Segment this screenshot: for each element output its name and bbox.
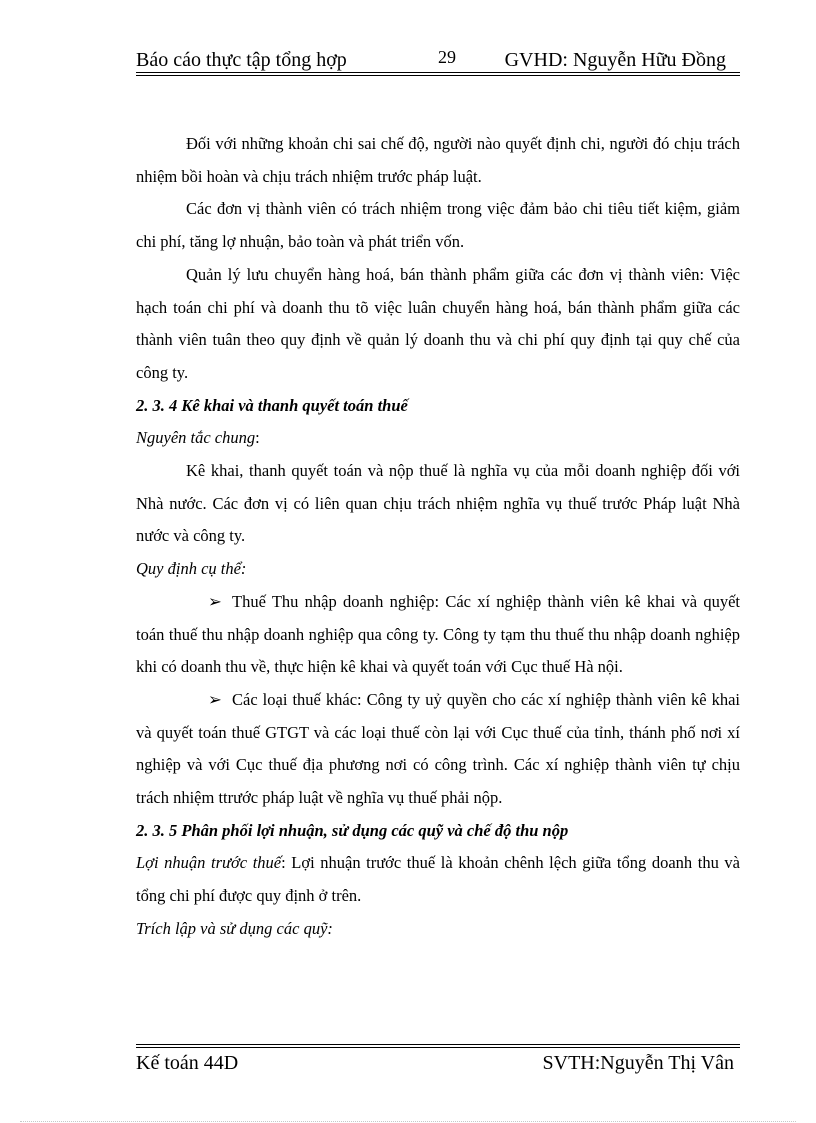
paragraph: Quản lý lưu chuyển hàng hoá, bán thành phẩm giữa các đơn vị thành viên: Việc hạch toán chi phí và doanh thu tõ việc luân chuyển hàng hoá, bán thành phẩm giữa các thành viên tuân theo quy định về quản lý doanh thu và chi phí quy định tại quy chế của công ty. — [136, 264, 740, 382]
footer-student: SVTH:Nguyễn Thị Vân — [542, 1052, 734, 1074]
arrow-bullet-icon: ➢ — [208, 689, 222, 709]
bullet-text: Các loại thuế khác: Công ty uỷ quyền cho các xí nghiệp thành viên kê khai và quyết toán thuế GTGT và các loại thuế còn lại với Cục thuế của tỉnh, thánh phố nơi xí nghiệp và với Cục thuế địa phương nơi có công trình. Các xí nghiệp thành viên tự chịu trách nhiệm ttrước pháp luật về nghĩa vụ thuế phải nộp. — [136, 689, 740, 808]
page-header — [136, 48, 740, 72]
header-rule-double — [136, 75, 740, 76]
bullet-item-corporate-income-tax — [136, 586, 740, 684]
footer-class: Kế toán 44D — [136, 1052, 239, 1074]
paragraph: Kê khai, thanh quyết toán và nộp thuế là nghĩa vụ của mỗi doanh nghiệp đối với Nhà nước. Các đơn vị có liên quan chịu trách nhiệm nghĩa vụ thuế trước Pháp luật Nhà nước và công ty. — [136, 461, 740, 546]
paragraph: Các đơn vị thành viên có trách nhiệm trong việc đảm bảo chi tiêu tiết kiệm, giảm chi phí, tăng lợ nhuận, bảo toàn và phát triển vốn. — [136, 199, 740, 252]
page-footer — [136, 1050, 740, 1076]
subheading-fund-allocation: Trích lập và sử dụng các quỹ: — [136, 918, 333, 938]
header-rule — [136, 72, 740, 73]
footer-rule-double — [136, 1047, 740, 1048]
subheading-label: Lợi nhuận trước thuế — [136, 853, 282, 873]
subheading-general-principles — [136, 422, 740, 455]
bullet-text: Thuế Thu nhập doanh nghiệp: Các xí nghiệp thành viên kê khai và quyết toán thuế thu nhập doanh nghiệp qua công ty. Công ty tạm thu thuế thu nhập doanh nghiệp khi có doanh thu về, thực hiện kê khai và quyết toán với Cục thuế Hà nội. — [136, 591, 740, 677]
paragraph-text: : Lợi nhuận trước thuế là khoản chênh lệch giữa tổng doanh thu và tổng chi phí được quy định ở trên. — [136, 853, 740, 906]
document-body — [136, 128, 740, 946]
subheading-label: Nguyên tắc chung — [136, 428, 256, 448]
paragraph: Đối với những khoản chi sai chế độ, người nào quyết định chi, người đó chịu trách nhiệm bồi hoàn và chịu trách nhiệm trước pháp luật. — [136, 134, 740, 186]
header-supervisor: GVHD: Nguyễn Hữu Đồng — [504, 49, 726, 71]
section-heading-2-3-4: 2. 3. 4 Kê khai và thanh quyết toán thuế — [136, 395, 408, 415]
footer-rule — [136, 1044, 740, 1045]
subheading-specific-rules: Quy định cụ thể: — [136, 559, 247, 579]
subheading-colon: : — [255, 428, 260, 448]
paragraph-profit-before-tax — [136, 847, 740, 912]
page-number: 29 — [438, 47, 456, 67]
header-report-title: Báo cáo thực tập tổng hợp — [136, 49, 347, 71]
page-edge-divider — [20, 1121, 796, 1122]
bullet-item-other-taxes — [136, 684, 740, 815]
arrow-bullet-icon: ➢ — [208, 591, 222, 611]
section-heading-2-3-5: 2. 3. 5 Phân phối lợi nhuận, sử dụng các quỹ và chế độ thu nộp — [136, 820, 569, 840]
